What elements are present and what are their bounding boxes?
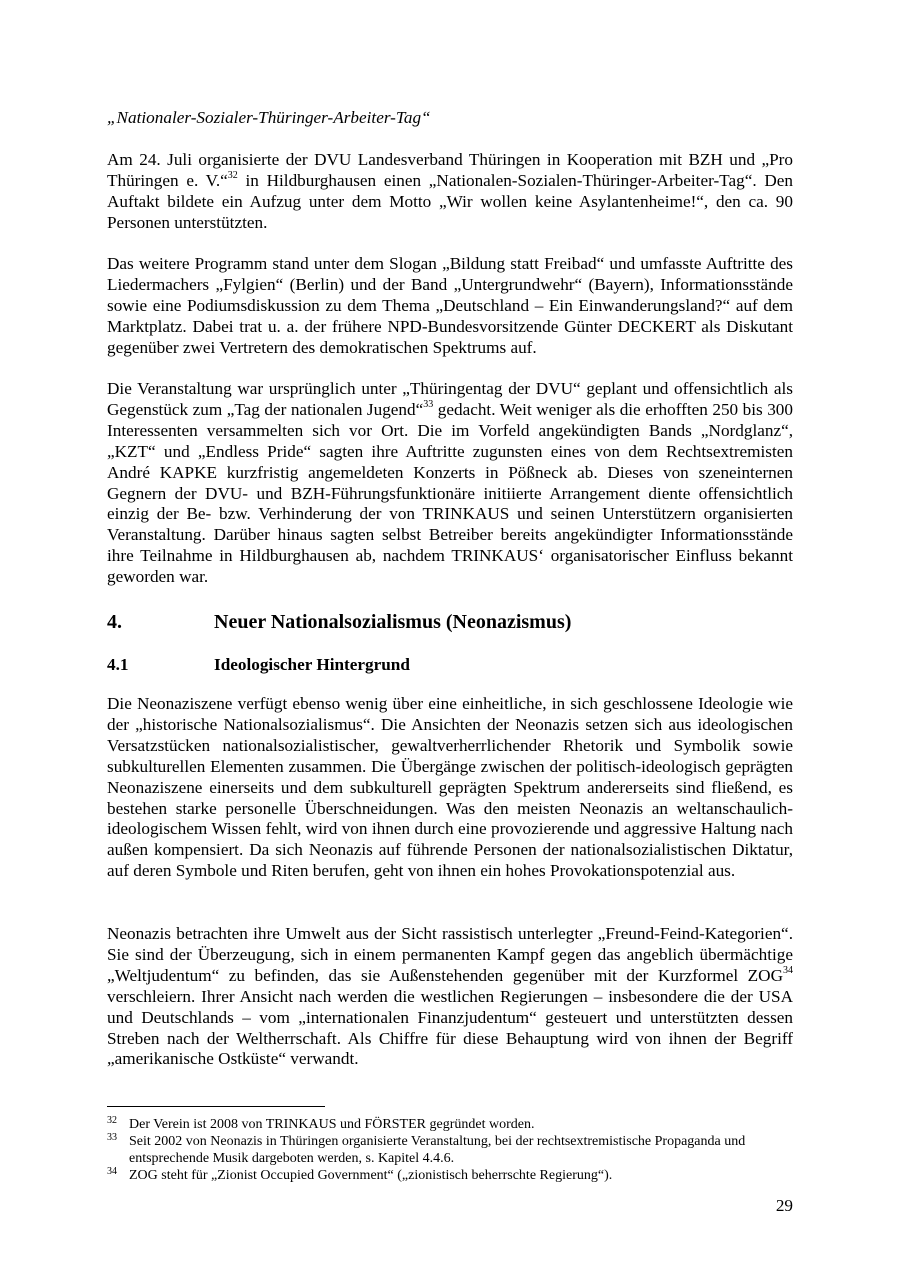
- heading-chapter-4-number: 4.: [107, 611, 122, 633]
- footnote-32-mark: 32: [107, 1115, 117, 1126]
- paragraph-3-text-a: Die Veranstaltung war ursprünglich unter „Thüringentag der DVU“ geplant und offensichtlich als Gegenstück zum „Tag der nationalen Jugend“: [107, 379, 793, 419]
- footnote-34-text: ZOG steht für „Zionist Occupied Government“ („zionistisch beherrschte Regierung“).: [129, 1168, 613, 1183]
- footnotes: [107, 1116, 793, 1184]
- footnote-ref-34[interactable]: 34: [783, 965, 793, 977]
- paragraph-1-text-a: Am 24. Juli organisierte der DVU Landesverband Thüringen in Kooperation mit BZH und „Pro Thüringen e. V.“: [107, 150, 793, 190]
- heading-chapter-4: [107, 610, 571, 634]
- footnote-33: [107, 1133, 793, 1167]
- footnote-ref-32[interactable]: 32: [227, 170, 238, 182]
- paragraph-5: [107, 924, 793, 1070]
- footnote-divider: [107, 1106, 325, 1107]
- footnote-32: [107, 1116, 793, 1133]
- heading-section-4-1-title: Ideologischer Hintergrund: [214, 655, 410, 674]
- paragraph-2: Das weitere Programm stand unter dem Slogan „Bildung statt Freibad“ und umfasste Auftritte des Liedermachers „Fylgien“ (Berlin) und der Band „Untergrundwehr“ (Bayern), Informationsstände sowie eine Podiumsdiskussion zu dem Thema „Deutschland – Ein Einwanderungsland?“ auf dem Marktplatz. Dabei trat u. a. der frühere NPD-Bundesvorsitzende Günter DECKERT als Diskutant gegenüber zwei Vertretern des demokratischen Spektrums auf.: [107, 254, 793, 357]
- paragraph-1-text-b: in Hildburghausen einen „Nationalen-Sozialen-Thüringer-Arbeiter-Tag“. Den Auftakt bildete ein Aufzug unter dem Motto „Wir wollen keine Asylantenheime!“, den ca. 90 Personen unterstützten.: [107, 170, 793, 232]
- paragraph-1: [107, 150, 793, 234]
- footnote-ref-33[interactable]: 33: [423, 399, 434, 411]
- footnote-33-text: Seit 2002 von Neonazis in Thüringen organisierte Veranstaltung, bei der rechtsextremistische Propaganda und entsprechende Musik dargeboten werden, s. Kapitel 4.4.6.: [129, 1134, 746, 1166]
- paragraph-5-text-b: verschleiern. Ihrer Ansicht nach werden die westlichen Regierungen – insbesondere die der USA und Deutschlands – vom „internationalen Finanzjudentum“ gesteuert und unterstützten dessen Streben nach der Weltherrschaft. Als Chiffre für diese Behauptung wird von ihnen der Begriff „amerikanische Ostküste“ verwandt.: [107, 986, 793, 1069]
- heading-section-4-1: [107, 654, 410, 675]
- paragraph-3: [107, 379, 793, 588]
- paragraph-3-text-b: gedacht. Weit weniger als die erhofften 250 bis 300 Interessenten versammelten sich vor Ort. Die im Vorfeld angekündigten Bands „Nordglanz“, „KZT“ und „Endless Pride“ sagten ihre Auftritte zugunsten eines von dem Rechtsextremisten André KAPKE kurzfristig angemeldeten Konzerts in Pößneck ab. Dieses von szeneinternen Gegnern der DVU- und BZH-Führungsfunktionäre initiierte Arrangement diente offensichtlich einzig der Be- bzw. Verhinderung der von TRINKAUS und seinen Unterstützern organisierten Veranstaltung. Darüber hinaus sagten selbst Betreiber bereits angekündigter Informationsstände ihre Teilnahme in Hildburghausen ab, nachdem TRINKAUS‘ organisatorischer Einfluss bekannt geworden war.: [107, 399, 793, 587]
- footnote-32-text: Der Verein ist 2008 von TRINKAUS und FÖRSTER gegründet worden.: [129, 1117, 535, 1132]
- paragraph-4: Die Neonaziszene verfügt ebenso wenig über eine einheitliche, in sich geschlossene Ideologie wie der „historische Nationalsozialismus“. Die Ansichten der Neonazis setzen sich aus ideologischen Versatzstücken nationalsozialistischer, gewaltverherrlichender Rhetorik und Symbolik sowie subkulturellen Elementen zusammen. Die Übergänge zwischen der politisch-ideologisch geprägten Neonaziszene einerseits und dem subkulturell geprägten Spektrum andererseits sind fließend, es bestehen starke personelle Überschneidungen. Was den meisten Neonazis an weltanschaulich-ideologischem Wissen fehlt, wird von ihnen durch eine provozierende und aggressive Haltung nach außen kompensiert. Da sich Neonazis auf führende Personen der nationalsozialistischen Diktatur, auf deren Symbole und Riten berufen, geht von ihnen ein hohes Provokationspotenzial aus.: [107, 694, 793, 881]
- footnote-34-mark: 34: [107, 1166, 117, 1177]
- heading-section-4-1-number: 4.1: [107, 655, 129, 674]
- page-number: 29: [775, 1196, 793, 1215]
- footnote-34: [107, 1167, 793, 1184]
- paragraph-5-text-a: Neonazis betrachten ihre Umwelt aus der Sicht rassistisch unterlegter „Freund-Feind-Kategorien“. Sie sind der Überzeugung, sich in einem permanenten Kampf gegen das angeblich übermächtige „Weltjudentum“ zu befinden, das sie Außenstehenden gegenüber mit der Kurzformel ZOG: [107, 924, 793, 985]
- footnote-33-mark: 33: [107, 1132, 117, 1143]
- section-subtitle: „Nationaler-Sozialer-Thüringer-Arbeiter-Tag“: [107, 108, 431, 127]
- heading-chapter-4-title: Neuer Nationalsozialismus (Neonazismus): [214, 611, 572, 633]
